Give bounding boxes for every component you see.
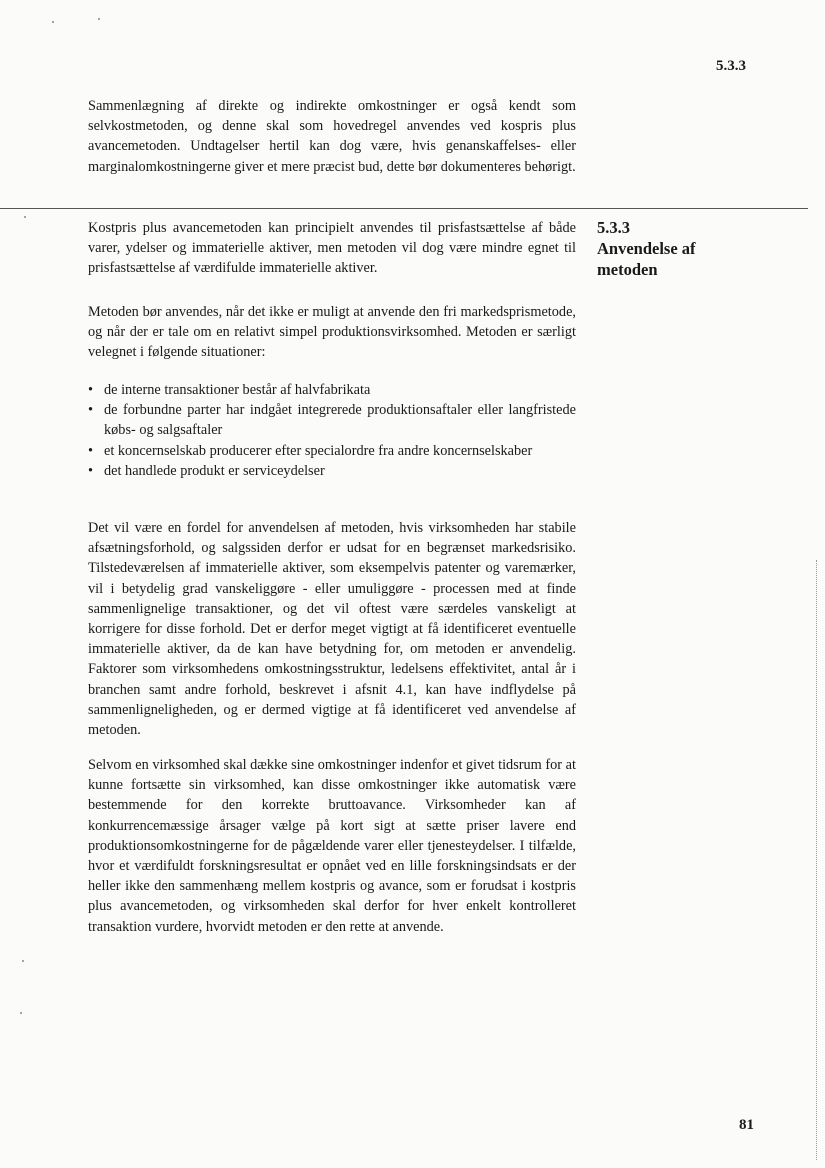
paragraph-metoden-boer: Metoden bør anvendes, når det ikke er muligt at anvende den fri markedsprismetode, og når der er tale om en relativt simpel produktionsvirksomhed. Metoden er særligt velegnet i følgende situationer: [88, 304, 576, 361]
margin-heading-title-line-2: metoden [597, 260, 658, 279]
margin-heading [597, 217, 777, 280]
section-divider [0, 208, 808, 209]
list-item: • det handlede produkt er serviceydelser [88, 461, 576, 481]
scan-speck [20, 1012, 22, 1014]
paragraph-fordel: Det vil være en fordel for anvendelsen af metoden, hvis virksomheden har stabile afsætningsforhold, og salgssiden derfor er udsat for en begrænset markedsrisiko. Tilstedeværelsen af immaterielle aktiver, som eksempelvis patenter og varemærker, vil i betydelig grad vanskeliggøre - eller umuliggøre - processen med at finde sammenlignelige transaktioner, og det vil oftest være særdeles vanskeligt at korrigere for disse forhold. Det er derfor meget vigtigt at få identificeret eventuelle immaterielle aktiver, da de kan have betydning for, om metoden er anvendelig. Faktorer som virksomhedens omkostningsstruktur, ledelsens effektivitet, antal år i branchen samt andre forhold, beskrevet i afsnit 4.1, kan have indflydelse på sammenligneligheden, og er dermed vigtige at få identificeret ved anvendelse af metoden. [88, 520, 576, 739]
situations-list [88, 380, 576, 481]
scan-speck [52, 21, 54, 23]
paragraph-selvom: Selvom en virksomhed skal dække sine omkostninger indenfor et givet tidsrum for at kunne fortsætte sin virksomhed, kan disse omkostninger ikke automatisk være bestemmende for den korrekte bruttoavance. Virksomheder kan af konkurrencemæssige årsager vælge på kort sigt at sætte priser lavere end produktionsomkostningerne for de pågældende varer eller tjenesteydelser. I tilfælde, hvor et værdifuldt forskningsresultat er opnået ved en lille forskningsindsats er der heller ikke den sammenhæng mellem kostpris og avance, som er forudsat i kostpris plus avancemetoden, og virksomheden skal derfor for hver enkelt kontrolleret transaktion vurdere, hvorvidt metoden er den rette at anvende. [88, 757, 576, 935]
paragraph-selvkost: Sammenlægning af direkte og indirekte omkostninger er også kendt som selvkostmetoden, og denne skal som hovedregel anvendes ved kospris plus avancemetoden. Undtagelser hertil kan dog være, hvis genanskaffelses- eller marginalomkostningerne giver et mere præcist bud, dette bør dokumenteres behørigt. [88, 98, 576, 175]
scan-speck [22, 960, 24, 962]
scan-speck [98, 18, 100, 20]
list-item: • et koncernselskab producerer efter specialordre fra andre koncernselskaber [88, 441, 576, 461]
list-item: • de forbundne parter har indgået integrerede produktionsaftaler eller langfristede købs- og salgsaftaler [88, 400, 576, 440]
scan-edge-mark [816, 560, 818, 1160]
margin-heading-title-line-1: Anvendelse af [597, 239, 696, 258]
list-item: • de interne transaktioner består af halvfabrikata [88, 380, 576, 400]
paragraph-kostpris: Kostpris plus avancemetoden kan principielt anvendes til prisfastsættelse af både varer, ydelser og immaterielle aktiver, men metoden vil dog være mindre egnet til prisfastsættelse af værdifulde immaterielle aktiver. [88, 220, 576, 277]
margin-heading-number: 5.3.3 [597, 218, 630, 237]
scan-speck [24, 216, 26, 218]
running-head: 5.3.3 [716, 58, 746, 74]
page-number: 81 [739, 1117, 754, 1133]
